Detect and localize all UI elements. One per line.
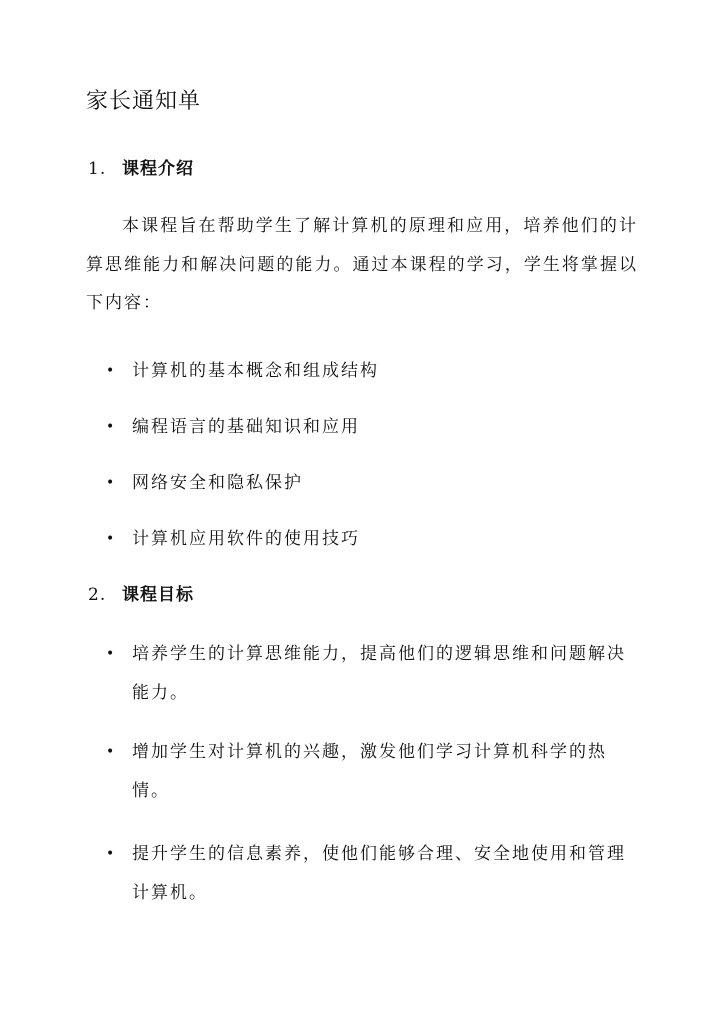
section-heading-course-goals	[88, 582, 194, 608]
list-item-text: 计算机应用软件的使用技巧	[132, 529, 360, 549]
bullet-icon: •	[106, 646, 117, 662]
bullet-icon: •	[106, 531, 117, 547]
list-item	[106, 835, 626, 912]
bullet-icon: •	[106, 744, 117, 760]
section-title: 课程目标	[122, 585, 194, 605]
section-heading-course-intro	[88, 156, 194, 182]
bullet-icon: •	[106, 846, 117, 862]
list-item-text: 网络安全和隐私保护	[132, 473, 303, 493]
list-item-text: 提升学生的信息素养，使他们能够合理、安全地使用和管理计算机。	[132, 844, 626, 903]
section-number: 1.	[88, 159, 107, 179]
list-item	[106, 408, 626, 447]
bullet-icon: •	[106, 419, 117, 435]
list-item-text: 计算机的基本概念和组成结构	[132, 361, 379, 381]
bullet-icon: •	[106, 475, 117, 491]
list-item-text: 培养学生的计算思维能力，提高他们的逻辑思维和问题解决能力。	[132, 644, 626, 703]
bullet-icon: •	[106, 363, 117, 379]
section-title: 课程介绍	[122, 159, 194, 179]
intro-paragraph: 本课程旨在帮助学生了解计算机的原理和应用，培养他们的计算思维能力和解决问题的能力。通过本课程的学习，学生将掌握以下内容：	[86, 216, 638, 313]
list-item	[106, 520, 626, 559]
document-title: 家长通知单	[86, 89, 202, 114]
list-item	[106, 733, 626, 810]
list-item-text: 编程语言的基础知识和应用	[132, 417, 360, 437]
list-item	[106, 352, 626, 391]
list-item-text: 增加学生对计算机的兴趣，激发他们学习计算机科学的热情。	[132, 742, 607, 801]
section-number: 2.	[88, 585, 107, 605]
list-item	[106, 635, 626, 712]
list-item	[106, 464, 626, 503]
